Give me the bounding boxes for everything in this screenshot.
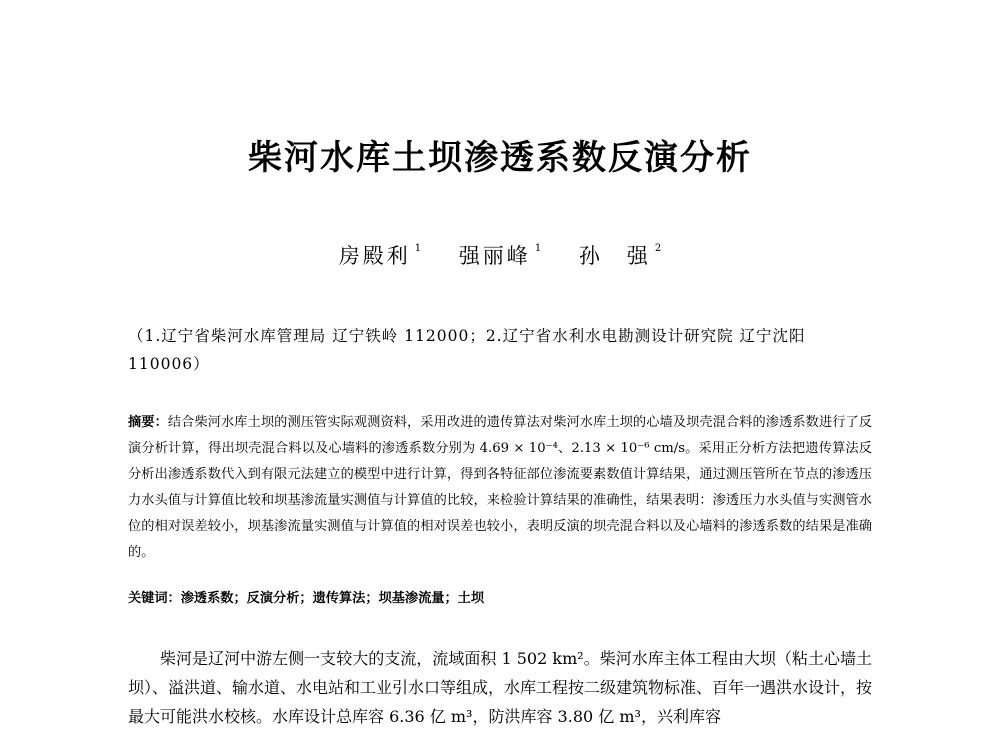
abstract-label: 摘要：	[128, 415, 168, 430]
author-name: 房殿利	[338, 244, 411, 268]
author-name: 孙 强	[578, 244, 651, 268]
author	[459, 240, 541, 270]
body-paragraph: 柴河是辽河中游左侧一支较大的支流，流域面积 1 502 km²。柴河水库主体工程由大坝（粘土心墙土坝）、溢洪道、输水道、水电站和工业引水口等组成，水库工程按二级建筑物标准、百年一遇洪水设计，按最大可能洪水校核。水库设计总库容 6.36 亿 m³，防洪库容 3.80 亿 m³，兴利库容	[128, 649, 873, 726]
abstract-text: 结合柴河水库土坝的测压管实际观测资料，采用改进的遗传算法对柴河水库土坝的心墙及坝壳混合料的渗透系数进行了反演分析计算，得出坝壳混合料以及心墙料的渗透系数分别为 4.69 × 10⁻⁴、2.13 × 10⁻⁶ cm/s。采用正分析方法把遗传算法反分析出渗透系数代入到有限元法建立的模型中进行计算，得到各特征部位渗流要素数值计算结果，通过测压管所在节点的渗透压力水头值与计算值比较和坝基渗流量实测值与计算值的比较，来检验计算结果的准确性，结果表明：渗透压力水头值与实测管水位的相对误差较小，坝基渗流量实测值与计算值的相对误差也较小，表明反演的坝壳混合料以及心墙料的渗透系数的结果是准确的。	[128, 415, 873, 560]
keywords-label: 关键词：	[128, 591, 181, 606]
paper-title: 柴河水库土坝渗透系数反演分析	[248, 138, 752, 178]
author-list	[0, 240, 1000, 270]
abstract	[128, 410, 872, 566]
keywords	[128, 586, 872, 612]
author-affil-mark: 1	[414, 243, 422, 254]
author-name: 强丽峰	[458, 244, 531, 268]
author-affil-mark: 2	[654, 243, 662, 254]
keywords-text: 渗透系数；反演分析；遗传算法；坝基渗流量；土坝	[180, 591, 485, 606]
author	[579, 240, 661, 270]
author-affil-mark: 1	[534, 243, 542, 254]
body-text	[128, 644, 872, 731]
affiliations: （1.辽宁省柴河水库管理局 辽宁铁岭 112000；2.辽宁省水利水电勘测设计研究院 辽宁沈阳 110006）	[128, 327, 806, 373]
author	[339, 240, 421, 270]
